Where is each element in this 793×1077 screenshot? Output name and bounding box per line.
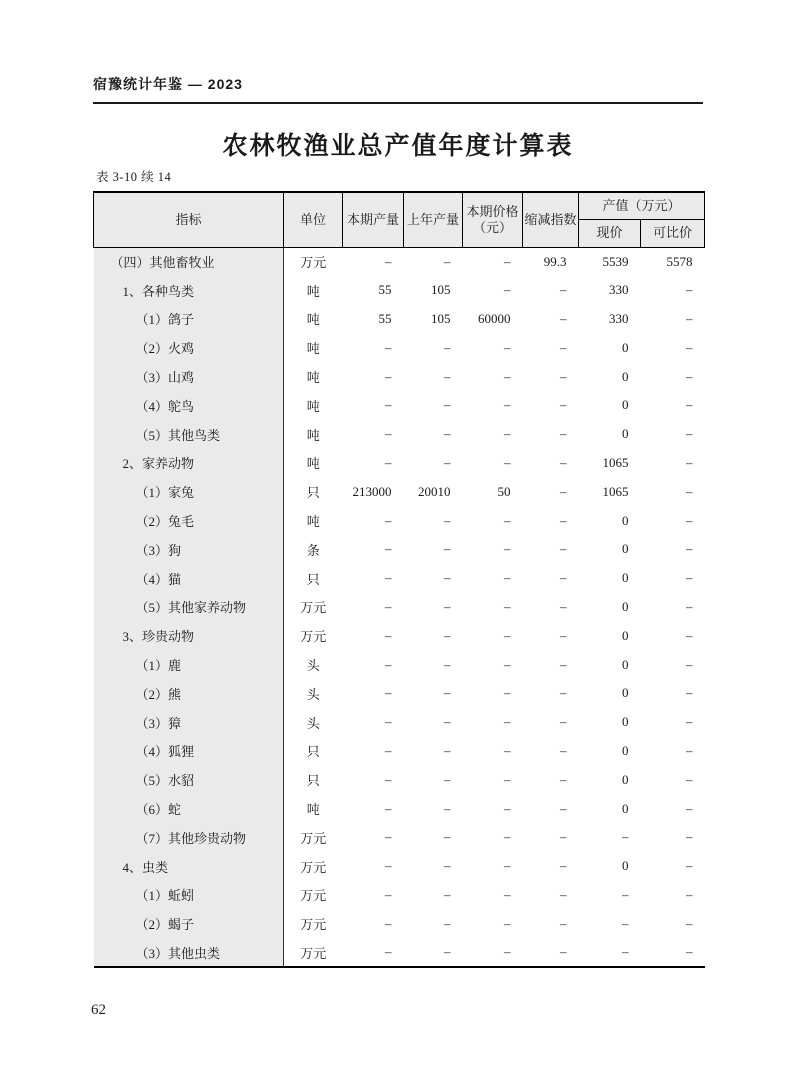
- current-value-cell: 0: [622, 627, 629, 643]
- deflator-index-cell: –: [560, 742, 567, 758]
- current-price-cell: 50: [497, 483, 511, 499]
- comparable-value-cell: –: [686, 598, 693, 614]
- comparable-value-cell: –: [686, 800, 693, 816]
- comparable-value-cell: –: [686, 742, 693, 758]
- deflator-index-cell: –: [560, 310, 567, 326]
- previous-output-cell: –: [444, 800, 451, 816]
- current-price-cell: –: [504, 742, 511, 758]
- current-value-cell: 330: [609, 282, 629, 298]
- table-row: [94, 621, 705, 650]
- current-output-cell: –: [385, 829, 392, 845]
- current-output-cell: –: [385, 570, 392, 586]
- current-price-cell: –: [504, 685, 511, 701]
- comparable-value-cell: –: [686, 426, 693, 442]
- table-row: [94, 564, 705, 593]
- comparable-value-cell: –: [686, 368, 693, 384]
- current-output-cell: –: [385, 454, 392, 470]
- table-row: [94, 823, 705, 852]
- previous-output-cell: –: [444, 944, 451, 960]
- current-price-cell: –: [504, 915, 511, 931]
- table-row: [94, 506, 705, 535]
- comparable-value-cell: –: [686, 282, 693, 298]
- current-price-cell: –: [504, 253, 511, 269]
- unit-cell: 万元: [300, 600, 327, 616]
- previous-output-cell: –: [444, 915, 451, 931]
- current-output-cell: –: [385, 858, 392, 874]
- current-value-cell: –: [622, 915, 629, 931]
- comparable-value-cell: –: [686, 339, 693, 355]
- comparable-value-cell: –: [686, 944, 693, 960]
- indicator-cell: （2）蝎子: [94, 909, 284, 938]
- indicator-cell: （2）兔毛: [94, 506, 284, 535]
- comparable-value-cell: –: [686, 512, 693, 528]
- deflator-index-cell: –: [560, 368, 567, 384]
- indicator-cell: （6）蛇: [94, 794, 284, 823]
- current-output-cell: –: [385, 397, 392, 413]
- table-row: [94, 938, 705, 967]
- comparable-value-cell: –: [686, 714, 693, 730]
- current-price-cell: –: [504, 541, 511, 557]
- output-value-table: [93, 191, 705, 968]
- unit-cell: 吨: [306, 341, 320, 357]
- indicator-cell: （7）其他珍贵动物: [94, 823, 284, 852]
- current-price-line2: （元）: [472, 219, 512, 235]
- page-title: 农林牧渔业总产值年度计算表: [222, 133, 574, 160]
- deflator-index-cell: –: [560, 627, 567, 643]
- current-price-line1: 本期价格: [466, 203, 519, 219]
- deflator-index-cell: –: [560, 339, 567, 355]
- current-output-cell: –: [385, 541, 392, 557]
- current-price-cell: –: [504, 944, 511, 960]
- current-output-cell: –: [385, 886, 392, 902]
- unit-cell: 头: [306, 715, 320, 731]
- current-value-cell: 0: [622, 800, 629, 816]
- current-value-cell: 1065: [602, 454, 629, 470]
- deflator-index-cell: –: [560, 282, 567, 298]
- current-output-cell: –: [385, 368, 392, 384]
- unit-cell: 万元: [300, 830, 327, 846]
- current-value-cell: 0: [622, 339, 629, 355]
- previous-output-cell: –: [444, 339, 451, 355]
- previous-output-cell: 105: [431, 282, 451, 298]
- current-output-cell: –: [385, 742, 392, 758]
- current-price-cell: –: [504, 886, 511, 902]
- current-value-cell: 0: [622, 858, 629, 874]
- unit-cell: 万元: [300, 859, 327, 875]
- col-header-deflator-index: 缩减指数: [523, 192, 579, 247]
- previous-output-cell: –: [444, 454, 451, 470]
- current-price-cell: –: [504, 800, 511, 816]
- unit-cell: 万元: [300, 917, 327, 933]
- deflator-index-cell: –: [560, 714, 567, 730]
- indicator-cell: （3）狗: [94, 535, 284, 564]
- col-header-previous-output: 上年产量: [404, 192, 463, 247]
- indicator-cell: （5）水貂: [94, 765, 284, 794]
- current-price-cell: –: [504, 426, 511, 442]
- previous-output-cell: –: [444, 656, 451, 672]
- previous-output-cell: –: [444, 253, 451, 269]
- current-price-cell: –: [504, 627, 511, 643]
- indicator-cell: （4）狐狸: [94, 737, 284, 766]
- indicator-cell: （3）獐: [94, 708, 284, 737]
- comparable-value-cell: –: [686, 454, 693, 470]
- previous-output-cell: –: [444, 829, 451, 845]
- table-header: [94, 192, 705, 247]
- previous-output-cell: –: [444, 512, 451, 528]
- table-row: [94, 679, 705, 708]
- unit-cell: 头: [306, 686, 320, 702]
- unit-cell: 只: [306, 773, 320, 789]
- current-output-cell: –: [385, 253, 392, 269]
- current-price-cell: –: [504, 570, 511, 586]
- current-value-cell: 0: [622, 742, 629, 758]
- current-value-cell: –: [622, 829, 629, 845]
- current-output-cell: –: [385, 627, 392, 643]
- comparable-value-cell: –: [686, 886, 693, 902]
- table-body: [94, 247, 705, 967]
- comparable-value-cell: –: [686, 915, 693, 931]
- indicator-cell: （四）其他畜牧业: [94, 247, 284, 276]
- current-price-cell: –: [504, 397, 511, 413]
- current-value-cell: –: [622, 886, 629, 902]
- comparable-value-cell: 5578: [666, 253, 693, 269]
- current-value-cell: 5539: [602, 253, 629, 269]
- deflator-index-cell: –: [560, 397, 567, 413]
- unit-cell: 头: [306, 658, 320, 674]
- page-number: 62: [91, 1002, 106, 1018]
- comparable-value-cell: –: [686, 771, 693, 787]
- comparable-value-cell: –: [686, 685, 693, 701]
- previous-output-cell: –: [444, 426, 451, 442]
- col-header-output-value-group: 产值（万元）: [579, 192, 705, 219]
- previous-output-cell: –: [444, 598, 451, 614]
- indicator-cell: （4）鸵鸟: [94, 391, 284, 420]
- unit-cell: 吨: [306, 283, 320, 299]
- current-price-cell: –: [504, 368, 511, 384]
- deflator-index-cell: –: [560, 685, 567, 701]
- current-output-cell: 55: [378, 310, 392, 326]
- indicator-cell: （1）鹿: [94, 650, 284, 679]
- unit-cell: 万元: [300, 629, 327, 645]
- table-row: [94, 881, 705, 910]
- current-price-cell: –: [504, 858, 511, 874]
- deflator-index-cell: –: [560, 800, 567, 816]
- table-row: [94, 477, 705, 506]
- comparable-value-cell: –: [686, 627, 693, 643]
- comparable-value-cell: –: [686, 858, 693, 874]
- current-value-cell: 1065: [602, 483, 629, 499]
- deflator-index-cell: –: [560, 858, 567, 874]
- indicator-cell: （4）猫: [94, 564, 284, 593]
- table-row: [94, 535, 705, 564]
- deflator-index-cell: 99.3: [543, 253, 567, 269]
- indicator-cell: （1）鸽子: [94, 305, 284, 334]
- previous-output-cell: –: [444, 858, 451, 874]
- current-price-cell: –: [504, 598, 511, 614]
- unit-cell: 只: [306, 571, 320, 587]
- unit-cell: 万元: [300, 888, 327, 904]
- current-output-cell: –: [385, 944, 392, 960]
- table-row: [94, 333, 705, 362]
- current-price-cell: 60000: [478, 310, 511, 326]
- current-output-cell: –: [385, 771, 392, 787]
- current-value-cell: 0: [622, 368, 629, 384]
- table-row: [94, 909, 705, 938]
- table-row: [94, 362, 705, 391]
- running-header-text: 宿豫统计年鉴 — 2023: [93, 76, 243, 92]
- current-value-cell: 0: [622, 714, 629, 730]
- current-value-cell: 0: [622, 570, 629, 586]
- indicator-cell: （3）其他虫类: [94, 938, 284, 967]
- indicator-cell: 1、各种鸟类: [94, 276, 284, 305]
- previous-output-cell: –: [444, 368, 451, 384]
- deflator-index-cell: –: [560, 771, 567, 787]
- unit-cell: 吨: [306, 398, 320, 414]
- unit-cell: 吨: [306, 802, 320, 818]
- table-caption: 表 3-10 续 14: [96, 170, 172, 184]
- previous-output-cell: –: [444, 742, 451, 758]
- table-row: [94, 449, 705, 478]
- table-row: [94, 276, 705, 305]
- indicator-cell: （3）山鸡: [94, 362, 284, 391]
- current-output-cell: –: [385, 512, 392, 528]
- col-header-unit: 单位: [284, 192, 343, 247]
- unit-cell: 条: [306, 542, 320, 558]
- current-value-cell: 0: [622, 541, 629, 557]
- table-row: [94, 305, 705, 334]
- current-value-cell: 0: [622, 598, 629, 614]
- comparable-value-cell: –: [686, 310, 693, 326]
- deflator-index-cell: –: [560, 512, 567, 528]
- comparable-value-cell: –: [686, 570, 693, 586]
- table-row: [94, 765, 705, 794]
- table-row: [94, 737, 705, 766]
- unit-cell: 只: [306, 744, 320, 760]
- header-row-main: [94, 192, 705, 219]
- table-row: [94, 794, 705, 823]
- deflator-index-cell: –: [560, 570, 567, 586]
- unit-cell: 万元: [300, 945, 327, 961]
- table-row: [94, 420, 705, 449]
- indicator-cell: （5）其他鸟类: [94, 420, 284, 449]
- unit-cell: 吨: [306, 312, 320, 328]
- current-output-cell: –: [385, 656, 392, 672]
- current-output-cell: –: [385, 685, 392, 701]
- table-row: [94, 391, 705, 420]
- previous-output-cell: –: [444, 685, 451, 701]
- current-value-cell: 0: [622, 397, 629, 413]
- current-value-cell: 330: [609, 310, 629, 326]
- previous-output-cell: –: [444, 771, 451, 787]
- current-output-cell: –: [385, 800, 392, 816]
- comparable-value-cell: –: [686, 829, 693, 845]
- table-row: [94, 593, 705, 622]
- indicator-cell: （2）火鸡: [94, 333, 284, 362]
- deflator-index-cell: –: [560, 426, 567, 442]
- comparable-value-cell: –: [686, 397, 693, 413]
- previous-output-cell: –: [444, 541, 451, 557]
- current-price-cell: –: [504, 512, 511, 528]
- current-output-cell: –: [385, 339, 392, 355]
- current-price-cell: –: [504, 454, 511, 470]
- deflator-index-cell: –: [560, 915, 567, 931]
- deflator-index-cell: –: [560, 483, 567, 499]
- col-header-current-output: 本期产量: [343, 192, 404, 247]
- current-value-cell: –: [622, 944, 629, 960]
- current-value-cell: 0: [622, 771, 629, 787]
- indicator-cell: 4、虫类: [94, 852, 284, 881]
- indicator-cell: （1）家兔: [94, 477, 284, 506]
- indicator-cell: （1）蚯蚓: [94, 881, 284, 910]
- current-value-cell: 0: [622, 685, 629, 701]
- previous-output-cell: –: [444, 714, 451, 730]
- current-price-cell: –: [504, 829, 511, 845]
- indicator-cell: （5）其他家养动物: [94, 593, 284, 622]
- current-price-cell: –: [504, 339, 511, 355]
- previous-output-cell: –: [444, 570, 451, 586]
- previous-output-cell: –: [444, 627, 451, 643]
- previous-output-cell: 105: [431, 310, 451, 326]
- unit-cell: 吨: [306, 370, 320, 386]
- indicator-cell: 2、家养动物: [94, 449, 284, 478]
- col-header-current-price-value: 现价: [579, 219, 641, 247]
- deflator-index-cell: –: [560, 454, 567, 470]
- comparable-value-cell: –: [686, 656, 693, 672]
- running-header: [93, 74, 703, 104]
- comparable-value-cell: –: [686, 541, 693, 557]
- current-output-cell: 55: [378, 282, 392, 298]
- col-header-comparable-price-value: 可比价: [641, 219, 705, 247]
- table-row: [94, 650, 705, 679]
- current-value-cell: 0: [622, 426, 629, 442]
- current-output-cell: –: [385, 426, 392, 442]
- current-price-cell: –: [504, 714, 511, 730]
- indicator-cell: （2）熊: [94, 679, 284, 708]
- unit-cell: 万元: [300, 255, 327, 271]
- deflator-index-cell: –: [560, 656, 567, 672]
- indicator-cell: 3、珍贵动物: [94, 621, 284, 650]
- col-header-current-price: [463, 192, 523, 247]
- current-output-cell: –: [385, 714, 392, 730]
- table-row: [94, 247, 705, 276]
- unit-cell: 吨: [306, 427, 320, 443]
- current-price-cell: –: [504, 656, 511, 672]
- current-price-cell: –: [504, 771, 511, 787]
- deflator-index-cell: –: [560, 886, 567, 902]
- deflator-index-cell: –: [560, 829, 567, 845]
- previous-output-cell: –: [444, 397, 451, 413]
- current-output-cell: –: [385, 915, 392, 931]
- previous-output-cell: –: [444, 886, 451, 902]
- current-output-cell: 213000: [352, 483, 392, 499]
- table-row: [94, 852, 705, 881]
- unit-cell: 只: [306, 485, 320, 501]
- unit-cell: 吨: [306, 514, 320, 530]
- current-value-cell: 0: [622, 656, 629, 672]
- col-header-indicator: 指标: [94, 192, 284, 247]
- comparable-value-cell: –: [686, 483, 693, 499]
- current-output-cell: –: [385, 598, 392, 614]
- unit-cell: 吨: [306, 456, 320, 472]
- current-value-cell: 0: [622, 512, 629, 528]
- deflator-index-cell: –: [560, 944, 567, 960]
- deflator-index-cell: –: [560, 598, 567, 614]
- previous-output-cell: 20010: [418, 483, 451, 499]
- table-row: [94, 708, 705, 737]
- deflator-index-cell: –: [560, 541, 567, 557]
- current-price-cell: –: [504, 282, 511, 298]
